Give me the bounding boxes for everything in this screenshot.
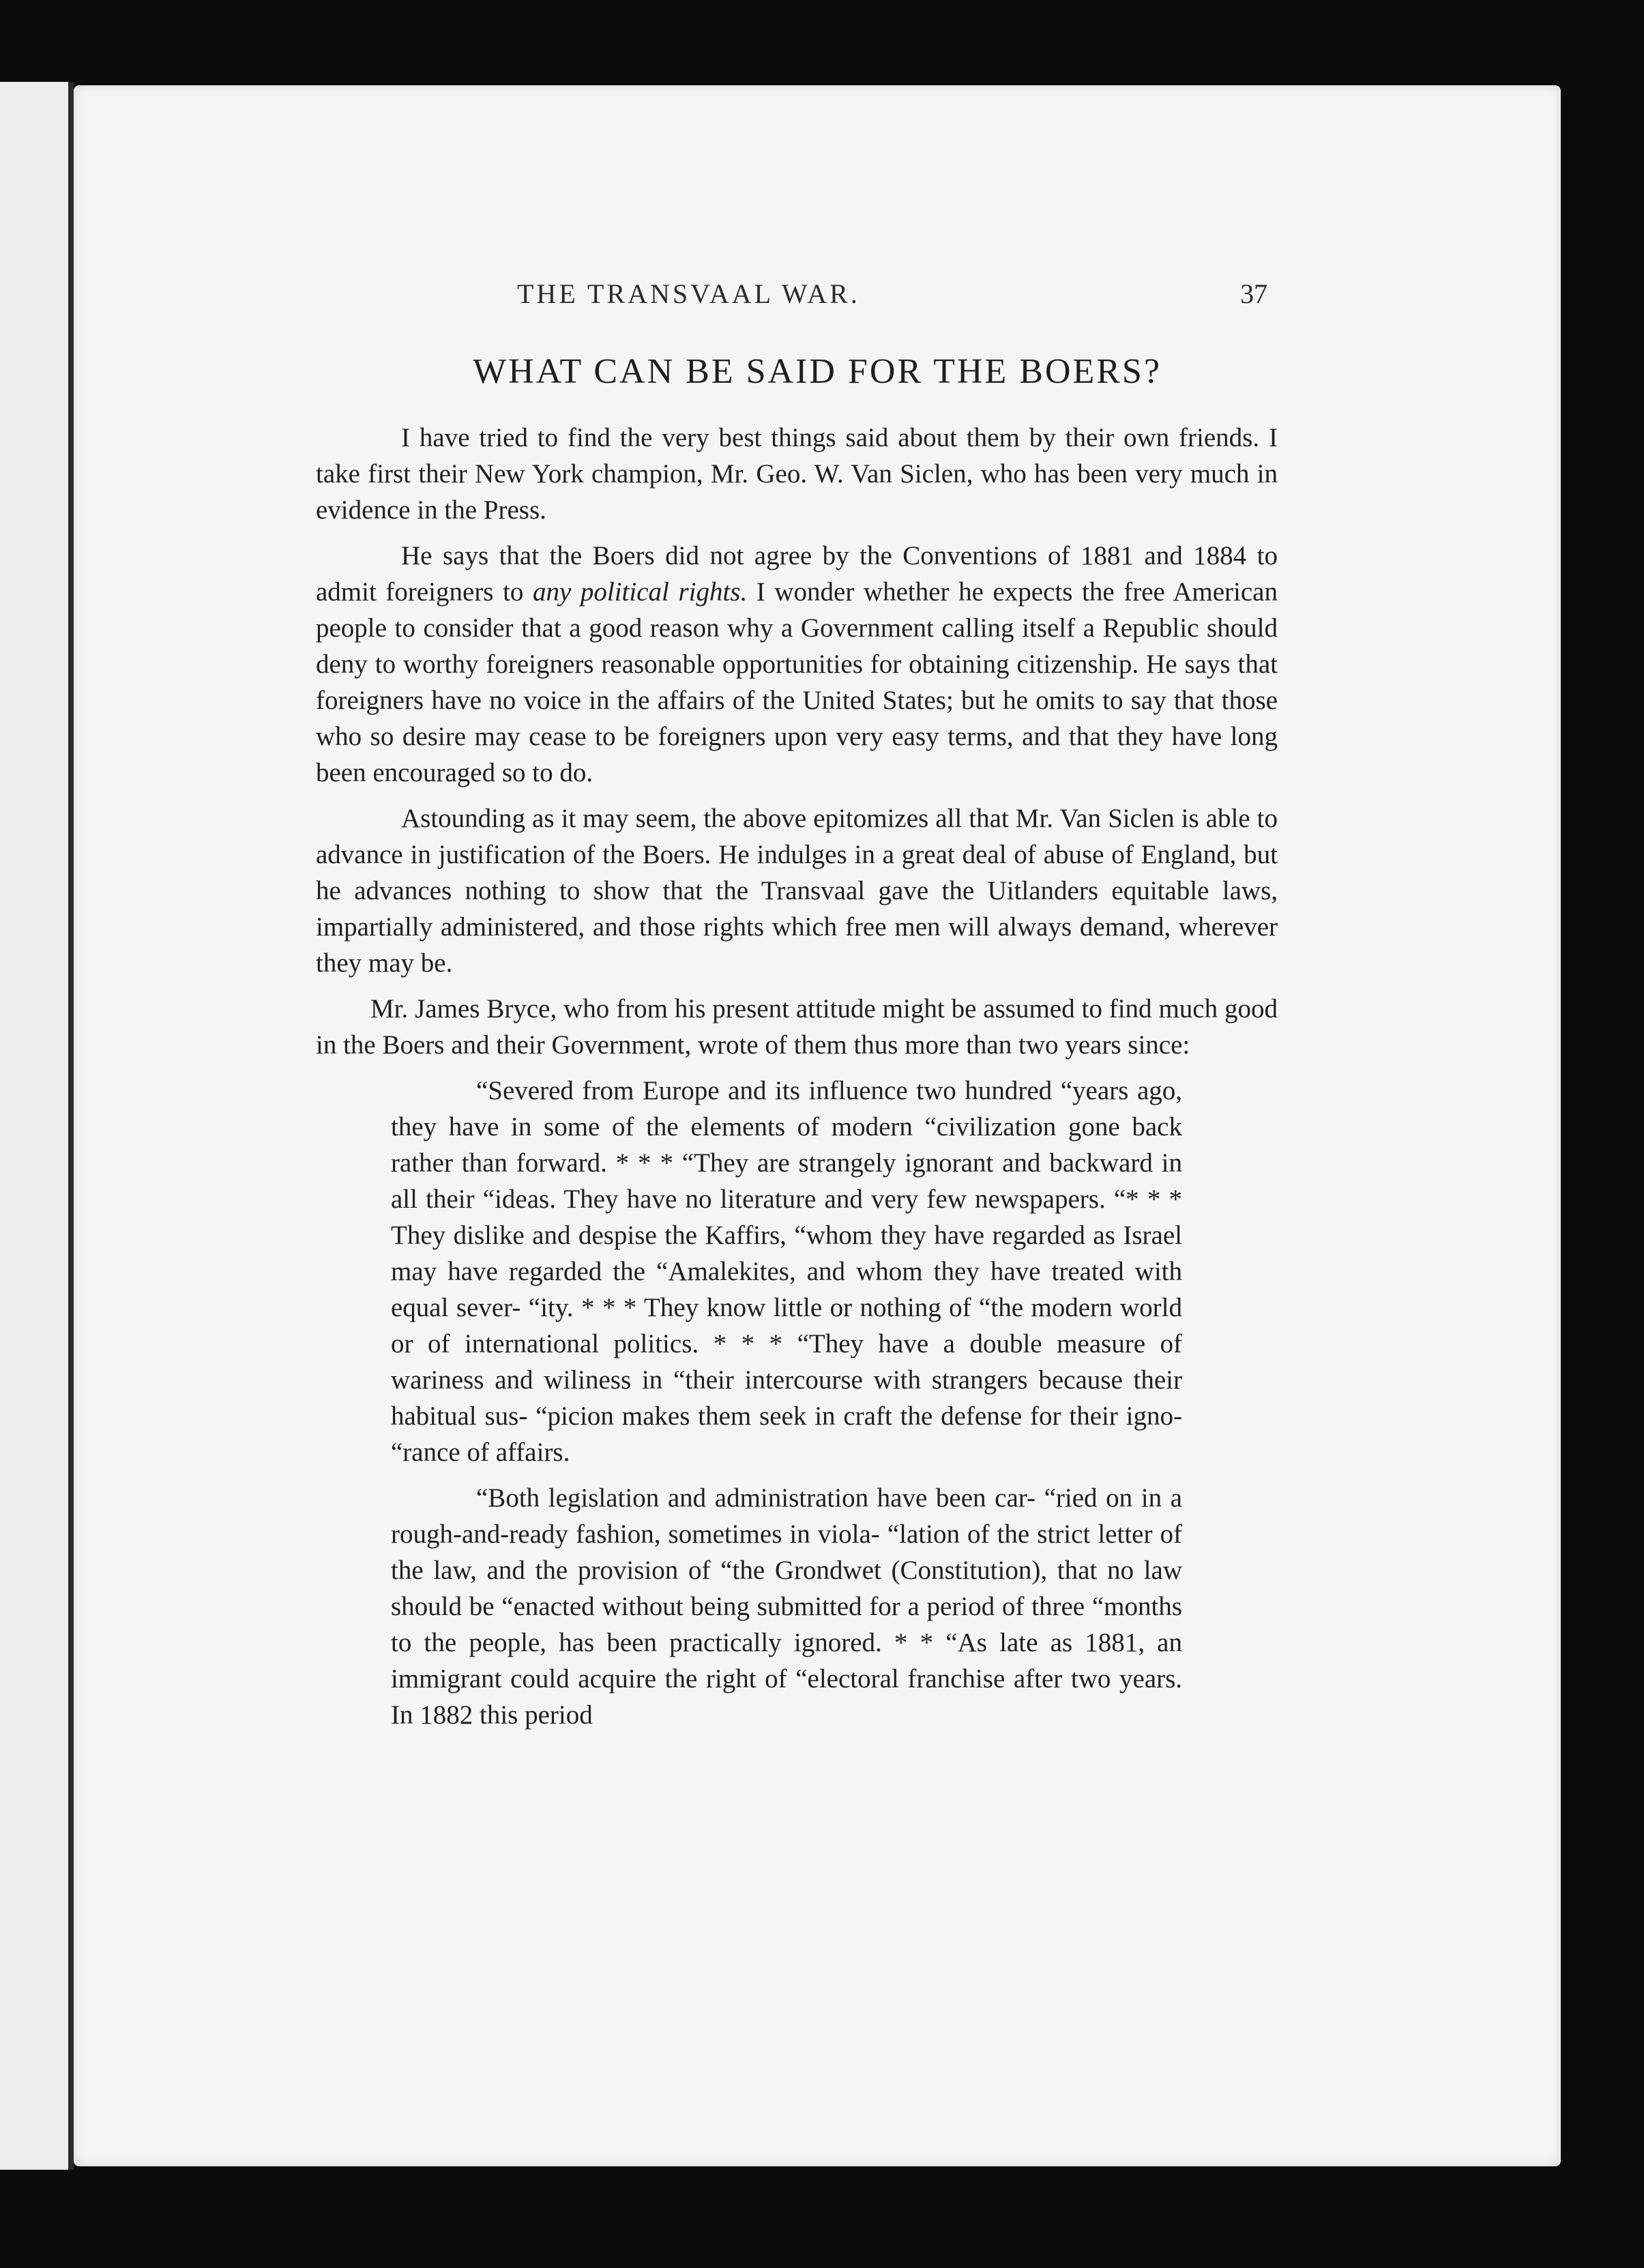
running-header: [74, 278, 1561, 319]
quote-paragraph: “Severed from Europe and its influence two hundred “years ago, they have in some of the elements of modern “civilization gone back rather than forward. * * * “They are strangely ignorant and backward in all their “ideas. They have no literature and very few newspapers. “* * * They dislike and despise the Kaffirs, “whom they have regarded as Israel may have regarded the “Amalekites, and whom they have treated with equal sever- “ity. * * * They know little or nothing of “the modern world or of international politics. * * * “They have a double measure of wariness and wiliness in “their intercourse with strangers because their habitual sus- “picion makes them seek in craft the defense for their igno- “rance of affairs.: [391, 1076, 1182, 1467]
running-title: THE TRANSVAAL WAR.: [517, 278, 860, 309]
chapter-title: WHAT CAN BE SAID FOR THE BOERS?: [473, 352, 1162, 391]
paragraph: I have tried to find the very best things said about them by their own friends. I take first their New York champion, Mr. Geo. W. Van Siclen, who has been very much in evidence in the Press.: [316, 423, 1278, 525]
paragraph-text: He says that the Boers did not agree by the Conventions of 1881 and 1884 to admit foreigners to: [316, 541, 1278, 607]
paragraph: Mr. James Bryce, who from his present attitude might be assumed to find much good in the Boers and their Government, wrote of them thus more than two years since:: [316, 994, 1278, 1060]
page-number: 37: [1240, 278, 1267, 309]
facing-page-edge: [0, 82, 74, 2170]
block-quote: [391, 1073, 1182, 1733]
paragraph-text: I wonder whether he expects the free American people to consider that a good reason why a Government calling itself a Republic should deny to worthy foreigners reasonable opportunities for obtaining citizenship. He says that foreigners have no voice in the affairs of the United States; but he omits to say that those who so desire may cease to be foreigners upon very easy terms, and that they have long been encouraged so to do.: [316, 577, 1278, 787]
paragraph: Astounding as it may seem, the above epitomizes all that Mr. Van Siclen is able to advance in justification of the Boers. He indulges in a great deal of abuse of England, but he advances nothing to show that the Transvaal gave the Uitlanders equitable laws, impartially administered, and those rights which free men will always demand, wherever they may be.: [316, 804, 1278, 978]
quote-paragraph: “Both legislation and administration have been car- “ried on in a rough-and-ready fashion, sometimes in viola- “lation of the strict letter of the law, and the provision of “the Grondwet (Constitution), that no law should be “enacted without being submitted for a period of three “months to the people, has been practically ignored. * * “As late as 1881, an immigrant could acquire the right of “electoral franchise after two years. In 1882 this period: [391, 1483, 1182, 1730]
paragraph: [316, 538, 1278, 791]
book-page: [74, 85, 1561, 2166]
body-text: [316, 420, 1278, 1743]
emphasis-text: any political rights.: [532, 577, 748, 607]
